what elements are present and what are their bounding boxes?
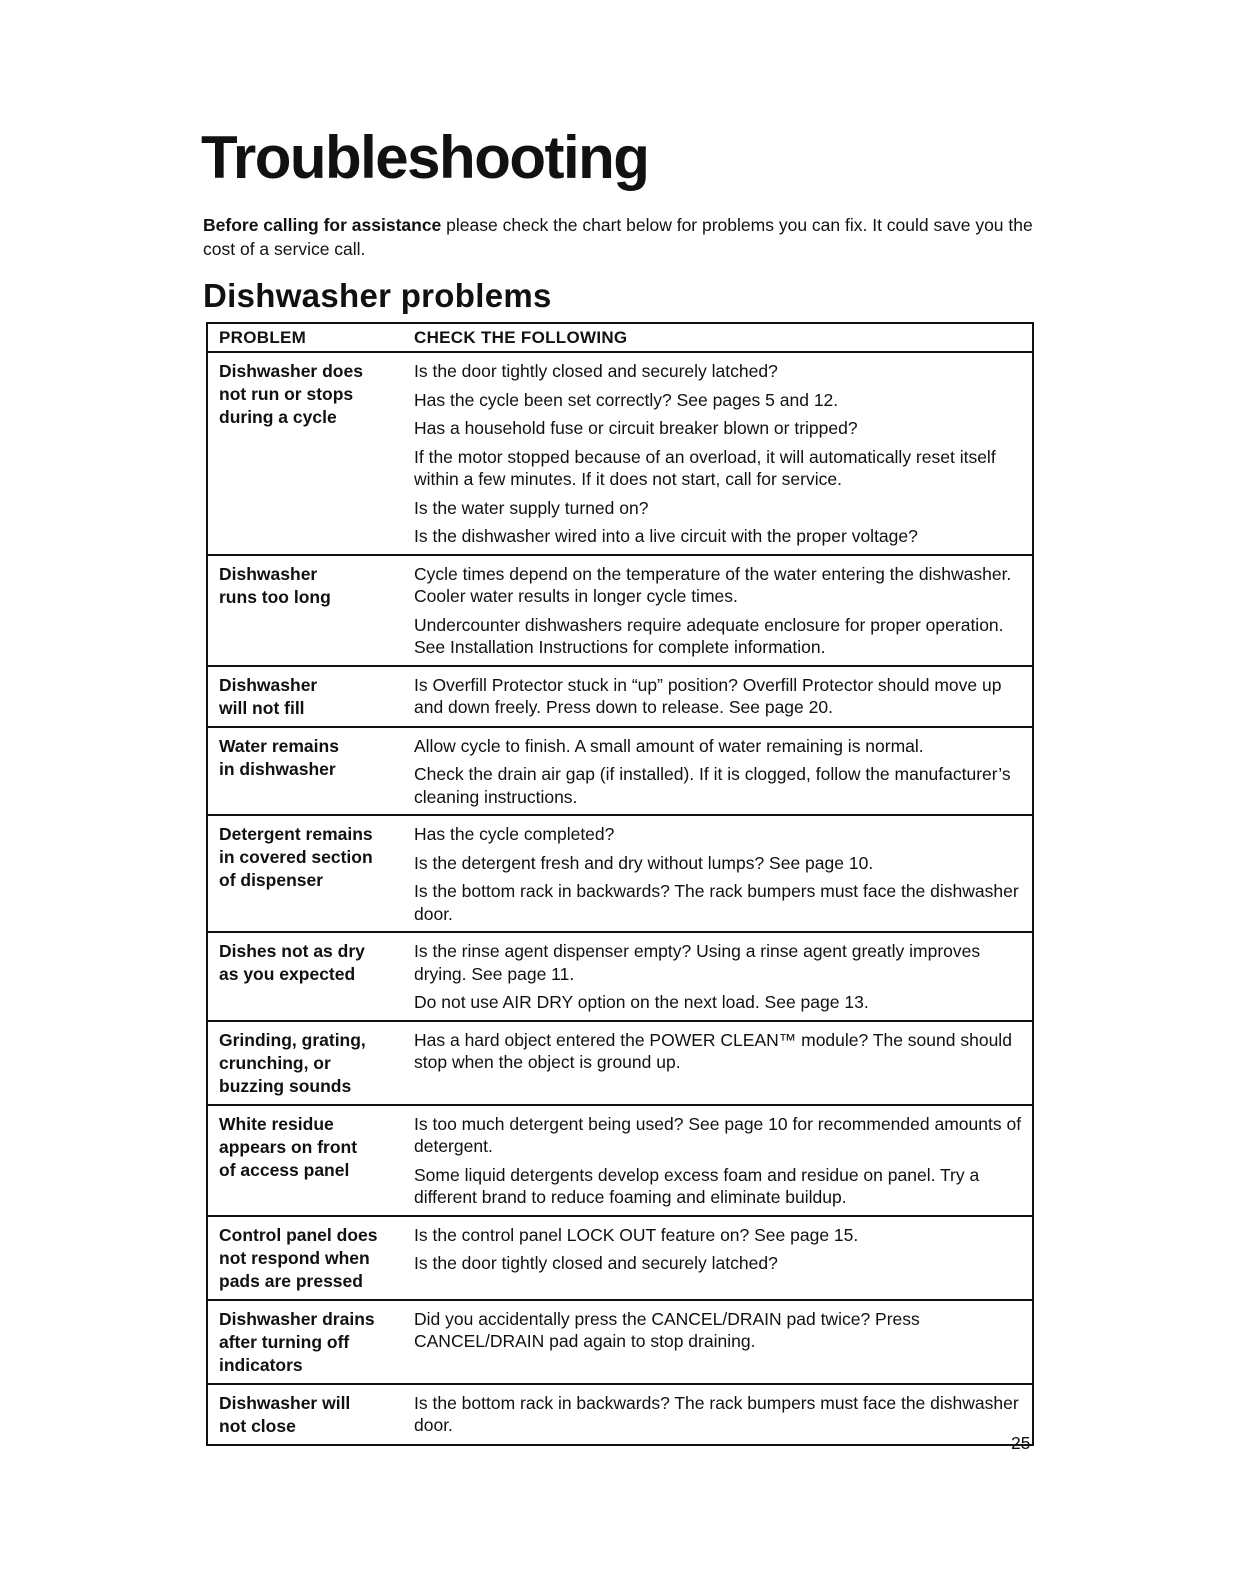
check-item: Cycle times depend on the temperature of the water entering the dishwasher. Cooler water results in longer cycle times. xyxy=(414,563,1012,606)
page-title: Troubleshooting xyxy=(201,124,649,191)
check-item: Is the bottom rack in backwards? The rack bumpers must face the dishwasher door. xyxy=(414,1392,1019,1435)
problem-cell xyxy=(208,940,414,1014)
problem-cell xyxy=(208,735,414,809)
problem-text: during a cycle xyxy=(219,407,337,427)
problem-cell xyxy=(208,823,414,925)
check-item: Is the door tightly closed and securely latched? xyxy=(414,1253,778,1273)
check-cell xyxy=(414,1308,1032,1377)
problem-text: in dishwasher xyxy=(219,758,336,779)
problem-text: not run or stops xyxy=(219,384,354,404)
header-problem: PROBLEM xyxy=(219,327,307,347)
table-row xyxy=(208,816,1032,933)
problem-text: crunching, or xyxy=(219,1052,331,1073)
check-item: Some liquid detergents develop excess foam and residue on panel. Try a different brand to reduce foaming and eliminate buildup. xyxy=(414,1164,980,1207)
table-row xyxy=(208,1385,1032,1444)
problem-text: White residue xyxy=(219,1113,334,1134)
check-cell xyxy=(414,360,1032,548)
check-item: Has a hard object entered the POWER CLEAN™ module? The sound should stop when the object is ground up. xyxy=(414,1029,1012,1072)
problem-text: not close xyxy=(219,1415,296,1436)
problem-text: Dishwasher xyxy=(219,563,318,584)
problem-text: as you expected xyxy=(219,964,356,984)
problem-text: indicators xyxy=(219,1354,303,1375)
intro-paragraph xyxy=(203,213,1053,261)
check-item: Is the rinse agent dispenser empty? Using a rinse agent greatly improves drying. See page 11. xyxy=(414,941,981,984)
intro-lead: Before calling for assistance xyxy=(203,215,442,235)
check-cell xyxy=(414,674,1032,720)
check-cell xyxy=(414,1029,1032,1098)
problem-text: Dishwasher will xyxy=(219,1392,351,1413)
check-item: Has the cycle completed? xyxy=(414,824,615,844)
check-item: Is the dishwasher wired into a live circuit with the proper voltage? xyxy=(414,526,918,546)
problem-text: appears on front xyxy=(219,1136,358,1157)
problem-cell xyxy=(208,563,414,659)
table-row xyxy=(208,933,1032,1022)
problem-cell xyxy=(208,1308,414,1377)
check-item: Is the door tightly closed and securely latched? xyxy=(414,361,778,381)
problem-text: Dishes not as dry xyxy=(219,941,365,961)
problem-cell xyxy=(208,1392,414,1438)
troubleshooting-table xyxy=(206,322,1034,1446)
problem-text: in covered section xyxy=(219,847,373,867)
intro-text: please check the chart below for problems you can fix. It could save you the cost of a service call. xyxy=(203,215,1033,259)
problem-text: Control panel does xyxy=(219,1224,378,1245)
table-header xyxy=(208,324,1032,353)
check-item: Is the bottom rack in backwards? The rack bumpers must face the dishwasher door. xyxy=(414,881,1019,924)
problem-cell xyxy=(208,1113,414,1209)
table-row xyxy=(208,353,1032,556)
check-item: Do not use AIR DRY option on the next load. See page 13. xyxy=(414,992,869,1012)
check-item: Is Overfill Protector stuck in “up” position? Overfill Protector should move up and down freely. Press down to release. See page 20. xyxy=(414,674,1002,717)
table-row xyxy=(208,1106,1032,1217)
page-number: 25 xyxy=(1011,1433,1031,1453)
problem-text: not respond when xyxy=(219,1247,370,1268)
check-item: Has a household fuse or circuit breaker blown or tripped? xyxy=(414,418,858,438)
table-row xyxy=(208,667,1032,728)
check-cell xyxy=(414,1392,1032,1438)
table-row xyxy=(208,1301,1032,1385)
problem-text: pads are pressed xyxy=(219,1270,363,1291)
problem-cell xyxy=(208,360,414,548)
problem-text: Water remains xyxy=(219,735,339,756)
table-row xyxy=(208,1022,1032,1106)
problem-text: after turning off xyxy=(219,1331,350,1352)
table-row xyxy=(208,728,1032,817)
table-body xyxy=(208,353,1032,1444)
table-row xyxy=(208,556,1032,667)
check-item: Is too much detergent being used? See page 10 for recommended amounts of detergent. xyxy=(414,1113,1022,1156)
header-check: CHECK THE FOLLOWING xyxy=(414,327,628,347)
problem-text: of dispenser xyxy=(219,870,324,890)
table-row xyxy=(208,1217,1032,1301)
problem-text: Dishwasher does xyxy=(219,361,363,381)
problem-text: Dishwasher xyxy=(219,674,318,695)
problem-text: buzzing sounds xyxy=(219,1075,352,1096)
problem-text: Detergent remains xyxy=(219,824,373,844)
problem-cell xyxy=(208,674,414,720)
check-item: Is the control panel LOCK OUT feature on? See page 15. xyxy=(414,1224,859,1245)
problem-text: Grinding, grating, xyxy=(219,1029,366,1050)
section-title: Dishwasher problems xyxy=(203,277,552,314)
check-item: Is the detergent fresh and dry without lumps? See page 10. xyxy=(414,852,874,873)
check-cell xyxy=(414,823,1032,925)
problem-text: Dishwasher drains xyxy=(219,1308,375,1329)
check-item: Check the drain air gap (if installed). If it is clogged, follow the manufacturer’s cleaning instructions. xyxy=(414,764,1011,807)
check-cell xyxy=(414,563,1032,659)
problem-text: runs too long xyxy=(219,586,331,607)
problem-text: will not fill xyxy=(219,697,305,718)
problem-cell xyxy=(208,1224,414,1293)
check-item: Is the water supply turned on? xyxy=(414,497,649,518)
check-item: Undercounter dishwashers require adequate enclosure for proper operation. See Installation Instructions for complete information. xyxy=(414,614,1004,657)
check-cell xyxy=(414,735,1032,809)
problem-text: of access panel xyxy=(219,1159,350,1180)
problem-cell xyxy=(208,1029,414,1098)
check-item: If the motor stopped because of an overload, it will automatically reset itself within a few minutes. If it does not start, call for service. xyxy=(414,446,996,489)
check-item: Did you accidentally press the CANCEL/DRAIN pad twice? Press CANCEL/DRAIN pad again to stop draining. xyxy=(414,1308,920,1351)
check-item: Allow cycle to finish. A small amount of water remaining is normal. xyxy=(414,735,924,756)
check-cell xyxy=(414,1224,1032,1293)
check-cell xyxy=(414,1113,1032,1209)
check-item: Has the cycle been set correctly? See pages 5 and 12. xyxy=(414,389,839,410)
check-cell xyxy=(414,940,1032,1014)
